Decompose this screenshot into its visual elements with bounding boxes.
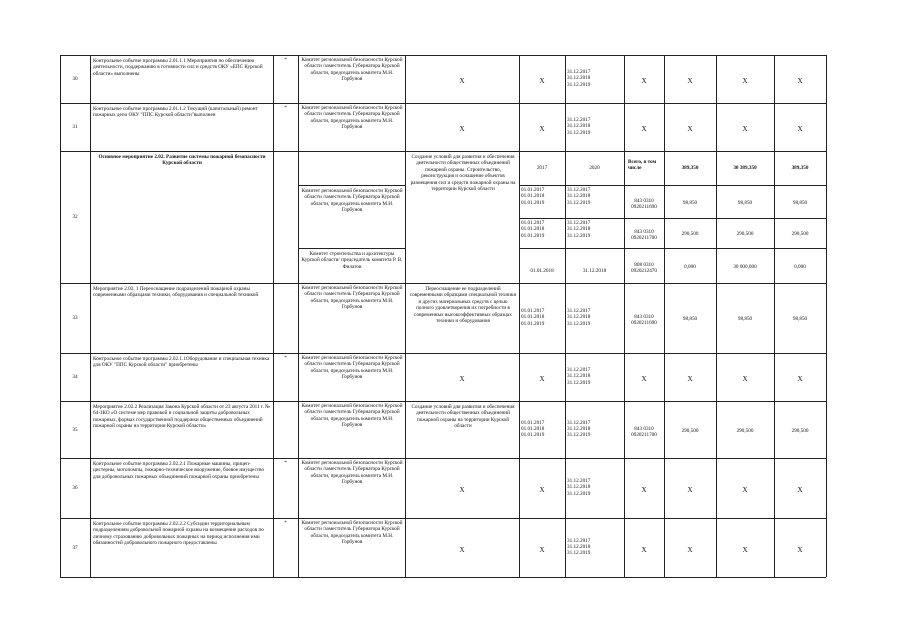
result-text: Создание условий для развития и обеспечения деятельности общественных объединений пожарной охраны на территории Курской области: [411, 404, 515, 430]
executor-text: Комитет региональной безопасности Курской области /заместитель Губернатора Курской области, председатель комитета М.Н. Горбунов: [301, 403, 403, 429]
kbk-x: X: [641, 486, 647, 494]
row-name: Контрольное событие программы 2.01.1.2 Текущий (капитальный) ремонт пожарных депо ОКУ "ППС Курской области"выполнен: [93, 106, 258, 119]
marker-star: *: [284, 460, 287, 466]
executor-text: Комитет региональной безопасности Курской области /заместитель Губернатора Курской области, председатель комитета М.Н. Горбунов: [301, 355, 403, 381]
period-x: X: [539, 545, 545, 554]
y2019-x: X: [797, 125, 803, 133]
executor-text: Комитет региональной безопасности Курской области /заместитель Губернатора Курской области, председатель комитета М.Н. Горбунов: [301, 520, 403, 546]
dates-start: 01.01.2017 01.01.2018 01.01.2019: [521, 419, 545, 439]
y2019-value: 389,350: [791, 165, 809, 171]
dates-start: 01.01.2017 01.01.2018 01.01.2019: [521, 187, 545, 206]
y2018-x: X: [742, 77, 748, 85]
total-x: X: [687, 77, 693, 85]
table-rule: [298, 248, 405, 249]
result-x: X: [459, 486, 465, 494]
result-text: Создание условий для развития и обеспечения деятельности общественных объединений пожарной охраны. Строительство, реконструкция и оснащение объектов размещения сил и средств пожарной охраны на территории Курской области: [410, 154, 516, 193]
period-start: 2017: [536, 165, 548, 171]
y2018-x: X: [742, 545, 748, 554]
row-name: Контрольное событие программы 2.02.2.2 Субсидии территориальным подразделениям добровольной пожарной охраны на возмещение расходов по личному страхованию добровольных пожарных на период исполнения ими обязанностей добровольного пожарного предоставлены: [93, 521, 264, 547]
dates-end: 31.12.2017 31.12.2018 31.12.2019: [567, 117, 591, 136]
total-value: 98,850: [682, 199, 698, 206]
y2019-x: X: [797, 375, 803, 383]
table-rule: [60, 401, 826, 402]
kbk-code: 843 0310 0920211700: [631, 229, 657, 242]
row-number: 32: [72, 214, 78, 220]
result-text: Переоснащение ее подразделений современными образцами специальной техники и других материальных средств с целью полного удовлетворения их потребности в современных высокоэффективных образцах техники и оборудования: [409, 286, 517, 325]
table-rule: [60, 577, 826, 578]
y2018-x: X: [742, 375, 748, 383]
table-rule: [298, 185, 405, 186]
y2018-value: 290,500: [736, 231, 754, 237]
period-x: X: [539, 375, 545, 383]
executor-text: Комитет региональной безопасности Курской области /заместитель Губернатора Курской области, председатель комитета М.Н. Горбунов: [301, 105, 403, 131]
total-value: 0,000: [684, 263, 696, 270]
table-rule: [405, 55, 406, 577]
total-value: 290,500: [681, 427, 699, 434]
y2018-value: 290,500: [736, 427, 754, 434]
y2019-value: 98,850: [792, 316, 808, 322]
executor-text: Комитет региональной безопасности Курской области /заместитель Губернатора Курской области, председатель комитета М.Н. Горбунов: [301, 57, 403, 83]
dates-end: 31.12.2017 31.12.2018 31.12.2019: [567, 367, 591, 386]
table-rule: [826, 55, 827, 577]
row-number: 36: [72, 485, 78, 491]
dates-end: 31.12.2017 31.12.2018 31.12.2019: [567, 220, 591, 239]
result-x: X: [459, 77, 465, 85]
period-x: X: [539, 125, 545, 133]
executor-text: Комитет региональной безопасности Курской области /заместитель Губернатора Курской области, председатель комитета М.Н. Горбунов: [301, 188, 403, 214]
row-name: Контрольное событие программы 2.02.2.1 Пожарные машины, прицеп-цистерны, мотопомпы, пожарно-техническое вооружение, боевое имущество для добровольных пожарных объединений пожарной охраны приобретены: [93, 461, 265, 480]
table-rule: [60, 151, 826, 152]
y2018-value: 30 000,000: [733, 263, 757, 270]
y2019-x: X: [797, 486, 803, 494]
row-number: 31: [72, 124, 78, 130]
y2019-x: X: [797, 545, 803, 554]
dates-end: 31.12.2017 31.12.2018 31.12.2019: [567, 308, 591, 327]
table-rule: [90, 55, 91, 577]
y2018-value: 98,850: [737, 199, 753, 206]
dates-end: 31.12.2017 31.12.2018 31.12.2019: [567, 419, 591, 439]
kbk-code: 843 0310 0920211690: [631, 314, 657, 327]
row-name: Мероприятие 2.02. 1 Переоснащение подразделений пожарной охраны современными образцами техники, оборудования и специальной техникой: [93, 286, 259, 299]
dates-end: 31.12.2017 31.12.2018 31.12.2019: [567, 69, 591, 88]
row-number: 37: [72, 544, 78, 551]
marker-star: *: [284, 520, 287, 526]
kbk-x: X: [641, 545, 647, 554]
table-rule: [60, 353, 826, 354]
row-name: Контрольное событие программы 2.02.1.1Оборудование и специальная техника для ОКУ "ППС Курской области" приобретены: [93, 356, 270, 369]
kbk-code: 843 0310 0920211700: [631, 425, 657, 438]
period-end: 2020: [589, 165, 600, 171]
y2018-value: 30 389,350: [733, 165, 757, 171]
dates-end: 31.12.2017 31.12.2018 31.12.2019: [567, 537, 591, 557]
plan-table: [60, 55, 826, 577]
y2019-value: 290,500: [791, 427, 809, 434]
table-rule: [298, 55, 299, 577]
kbk-x: X: [641, 375, 647, 383]
y2019-value: 290,500: [791, 231, 809, 237]
marker-star: *: [284, 105, 287, 111]
table-rule: [60, 518, 826, 519]
row-number: 35: [72, 426, 78, 433]
marker-star: *: [284, 355, 287, 361]
y2019-x: X: [797, 77, 803, 85]
dates-start: 01.01.2017 01.01.2018 01.01.2019: [521, 220, 545, 239]
table-rule: [60, 283, 826, 284]
dates-end: 31.12.2017 31.12.2018 31.12.2019: [567, 187, 591, 206]
total-value: 98,850: [682, 316, 698, 322]
kbk-x: X: [641, 125, 647, 133]
dates-start: 01.01.2017 01.01.2018 01.01.2019: [521, 308, 545, 327]
dates-end: 31.12.2017 31.12.2018 31.12.2019: [567, 478, 591, 497]
executor-text: Комитет региональной безопасности Курской области /заместитель Губернатора Курской области, председатель комитета М.Н. Горбунов: [301, 285, 403, 311]
row-number: 33: [72, 315, 78, 321]
table-rule: [60, 55, 826, 56]
kbk-code: 808 0310 0920212470: [631, 261, 657, 274]
result-x: X: [459, 375, 465, 383]
result-x: X: [459, 125, 465, 133]
total-x: X: [687, 125, 693, 133]
y2018-value: 98,850: [737, 316, 753, 322]
total-x: X: [687, 486, 693, 494]
table-rule: [273, 55, 274, 577]
total-value: 389,350: [681, 165, 699, 171]
marker-star: *: [284, 57, 287, 63]
result-x: X: [459, 545, 465, 554]
kbk-code: 843 0310 0920211690: [631, 197, 657, 210]
table-rule: [60, 458, 826, 459]
executor-text: Комитет региональной безопасности Курской области /заместитель Губернатора Курской области, председатель комитета М.Н. Горбунов: [301, 460, 403, 486]
period-x: X: [539, 486, 545, 494]
kbk-head: Всего, в том числе: [628, 159, 657, 172]
table-rule: [519, 55, 520, 577]
kbk-x: X: [641, 77, 647, 85]
period-x: X: [539, 77, 545, 85]
y2019-value: 98,850: [792, 199, 808, 206]
row-name: Основное мероприятие 2.02. Развитие системы пожарной безопасности Курской области: [98, 154, 266, 167]
y2018-x: X: [742, 125, 748, 133]
total-x: X: [687, 545, 693, 554]
row-number: 30: [72, 76, 78, 82]
total-value: 290,500: [681, 231, 699, 237]
table-rule: [60, 103, 826, 104]
row-number: 34: [72, 374, 78, 380]
row-name: Контрольное событие программы 2.01.1.1 Мероприятия по обеспечению деятельности, поддержанию в готовности сил и средств ОКУ «ЕПС Курской области» выполнены: [93, 58, 263, 77]
y2019-value: 0,000: [794, 263, 806, 270]
date-start: 01.01.2018: [530, 267, 554, 274]
y2018-x: X: [742, 486, 748, 494]
row-name: Мероприятие 2.02.2 Реализация Закона Курской области от 23 августа 2011 г. № 64-ЗКО «О системе мер правовой и социальной защиты добровольных пожарных, формах государственной поддержки общественных объединений пожарной охраны на территории Курской области»: [93, 404, 271, 430]
date-end: 31.12.2018: [582, 267, 607, 274]
total-x: X: [687, 375, 693, 383]
executor-text: Комитет строительства и архитектуры Курской области/ председатель комитета Р. В. Филатов: [301, 251, 403, 270]
table-rule: [565, 55, 566, 577]
